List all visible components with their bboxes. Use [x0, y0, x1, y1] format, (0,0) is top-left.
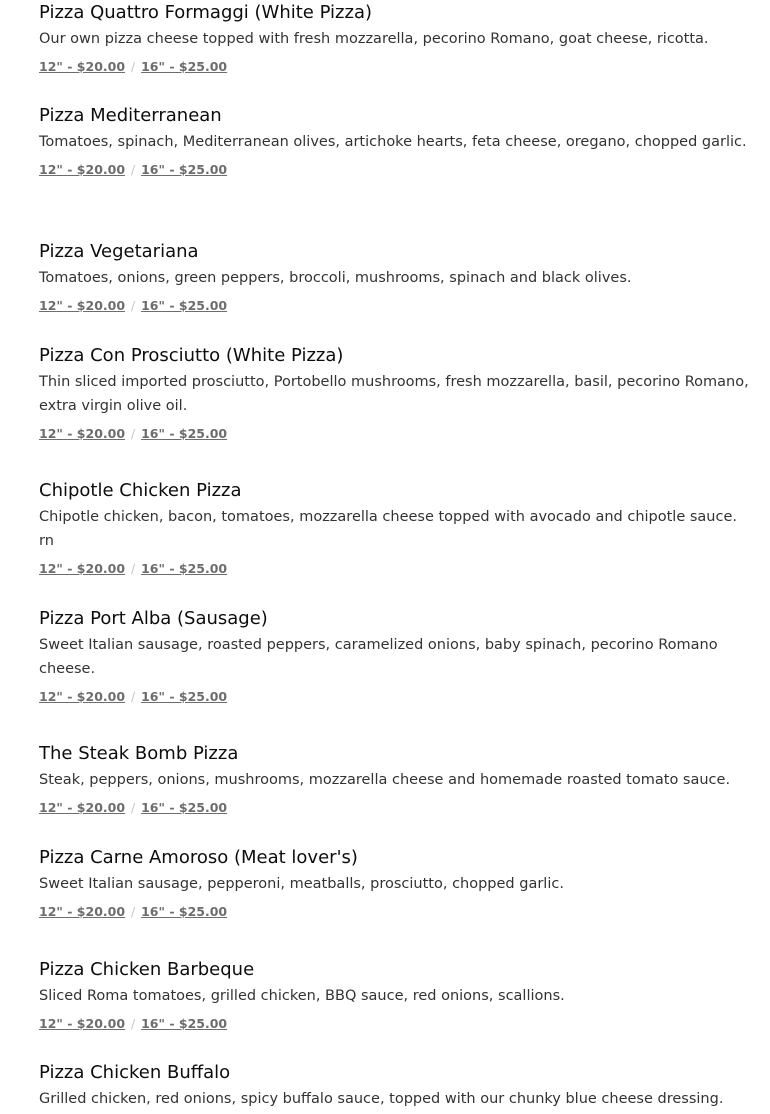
- price-16-inch-link[interactable]: 16" - $25.00: [141, 800, 228, 815]
- price-16-inch-link[interactable]: 16" - $25.00: [141, 1016, 228, 1031]
- item-title: Chipotle Chicken Pizza: [39, 480, 242, 501]
- item-title: Pizza Carne Amoroso (Meat lover's): [39, 847, 358, 868]
- price-separator: /: [131, 562, 136, 576]
- menu-item: [39, 846, 749, 921]
- menu-item: [39, 479, 749, 578]
- price-separator: /: [131, 690, 136, 704]
- item-description: Thin sliced imported prosciutto, Portobello mushrooms, fresh mozzarella, basil, pecorino Romano, extra virgin olive oil.: [39, 374, 749, 414]
- menu-item: [39, 607, 749, 706]
- item-title: Pizza Port Alba (Sausage): [39, 608, 268, 629]
- item-description: Sweet Italian sausage, pepperoni, meatballs, prosciutto, chopped garlic.: [39, 876, 564, 892]
- price-12-inch-link[interactable]: 12" - $20.00: [39, 162, 126, 177]
- item-title: Pizza Con Prosciutto (White Pizza): [39, 345, 344, 366]
- menu-item: [39, 958, 749, 1033]
- item-title: Pizza Quattro Formaggi (White Pizza): [39, 2, 373, 23]
- item-prices: [39, 161, 749, 179]
- item-title: Pizza Chicken Buffalo: [39, 1062, 231, 1083]
- price-16-inch-link[interactable]: 16" - $25.00: [141, 59, 228, 74]
- item-prices: [39, 425, 749, 443]
- item-prices: [39, 58, 749, 76]
- price-separator: /: [131, 299, 136, 313]
- item-prices: [39, 903, 749, 921]
- item-title: Pizza Mediterranean: [39, 105, 222, 126]
- price-16-inch-link[interactable]: 16" - $25.00: [141, 426, 228, 441]
- price-separator: /: [131, 801, 136, 815]
- item-prices: [39, 297, 749, 315]
- item-title: Pizza Chicken Barbeque: [39, 959, 255, 980]
- item-description: Steak, peppers, onions, mushrooms, mozzarella cheese and homemade roasted tomato sauce.: [39, 772, 731, 788]
- price-16-inch-link[interactable]: 16" - $25.00: [141, 689, 228, 704]
- item-prices: [39, 799, 749, 817]
- price-separator: /: [131, 60, 136, 74]
- item-description: Tomatoes, spinach, Mediterranean olives, artichoke hearts, feta cheese, oregano, chopped garlic.: [39, 134, 747, 150]
- price-12-inch-link[interactable]: 12" - $20.00: [39, 298, 126, 313]
- price-separator: /: [131, 1017, 136, 1031]
- menu-item: [39, 240, 749, 315]
- price-16-inch-link[interactable]: 16" - $25.00: [141, 904, 228, 919]
- menu-item: [39, 1, 749, 76]
- price-16-inch-link[interactable]: 16" - $25.00: [141, 298, 228, 313]
- menu-item: [39, 104, 749, 179]
- price-12-inch-link[interactable]: 12" - $20.00: [39, 561, 126, 576]
- item-prices: [39, 1015, 749, 1033]
- menu-item: [39, 344, 749, 443]
- price-12-inch-link[interactable]: 12" - $20.00: [39, 1016, 126, 1031]
- price-16-inch-link[interactable]: 16" - $25.00: [141, 162, 228, 177]
- price-12-inch-link[interactable]: 12" - $20.00: [39, 689, 126, 704]
- price-separator: /: [131, 427, 136, 441]
- item-description: Sliced Roma tomatoes, grilled chicken, BBQ sauce, red onions, scallions.: [39, 988, 565, 1004]
- item-title: Pizza Vegetariana: [39, 241, 199, 262]
- item-description: Tomatoes, onions, green peppers, broccoli, mushrooms, spinach and black olives.: [39, 270, 632, 286]
- menu-item: [39, 1061, 749, 1111]
- price-separator: /: [131, 905, 136, 919]
- price-separator: /: [131, 163, 136, 177]
- price-12-inch-link[interactable]: 12" - $20.00: [39, 800, 126, 815]
- item-description: Grilled chicken, red onions, spicy buffalo sauce, topped with our chunky blue cheese dressing.: [39, 1091, 724, 1107]
- item-description: Our own pizza cheese topped with fresh mozzarella, pecorino Romano, goat cheese, ricotta.: [39, 31, 709, 47]
- price-12-inch-link[interactable]: 12" - $20.00: [39, 59, 126, 74]
- price-16-inch-link[interactable]: 16" - $25.00: [141, 561, 228, 576]
- item-description: Sweet Italian sausage, roasted peppers, caramelized onions, baby spinach, pecorino Romano cheese.: [39, 637, 718, 677]
- item-title: The Steak Bomb Pizza: [39, 743, 239, 764]
- item-prices: [39, 560, 749, 578]
- price-12-inch-link[interactable]: 12" - $20.00: [39, 426, 126, 441]
- menu-item: [39, 742, 749, 817]
- price-12-inch-link[interactable]: 12" - $20.00: [39, 904, 126, 919]
- item-description: Chipotle chicken, bacon, tomatoes, mozzarella cheese topped with avocado and chipotle sauce. rn: [39, 509, 737, 549]
- item-prices: [39, 688, 749, 706]
